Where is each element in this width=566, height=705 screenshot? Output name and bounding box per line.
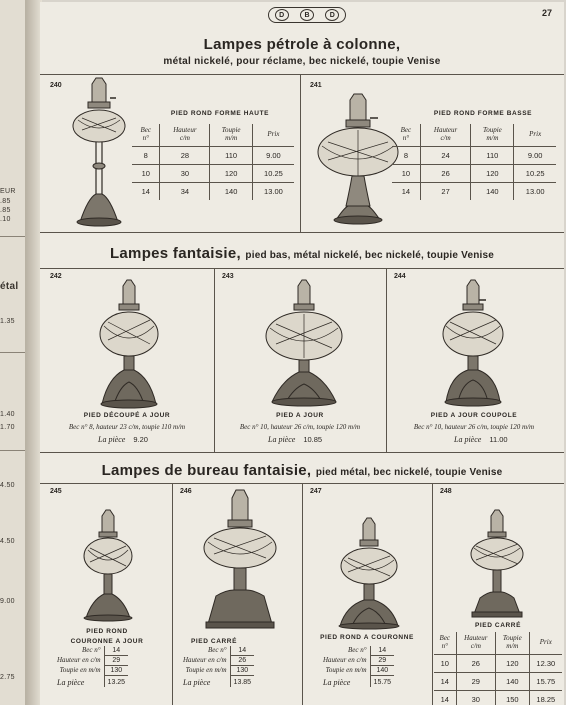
price-value: 10.85 <box>303 435 323 444</box>
left-fragment: .10 <box>0 216 11 223</box>
spec-label: Hauteur en c/m <box>183 656 227 664</box>
spec-label: Toupie en m/m <box>325 666 367 674</box>
spec-label: Bec n° <box>348 646 367 655</box>
item-price-line <box>454 435 508 444</box>
item-caption: PIED A JOUR COUPOLE <box>430 412 518 419</box>
header-cell: Toupie m/m <box>210 124 252 147</box>
spec-label: Toupie en m/m <box>185 666 227 674</box>
lamp-243-illustration <box>262 278 346 410</box>
table-cell: 150 <box>496 691 530 705</box>
item-caption: PIED ROND <box>86 628 128 635</box>
table-cell: 14 <box>434 691 456 705</box>
item-price-line <box>268 435 322 444</box>
header-cell: Hauteur c/m <box>456 632 495 655</box>
spec-value: 130 <box>230 666 254 676</box>
table-row <box>132 183 294 201</box>
left-fragment: 2.75 <box>0 674 15 681</box>
spec-value: 29 <box>370 656 394 666</box>
table-cell: 8 <box>132 147 160 165</box>
section2-subtitle: pied bas, métal nickelé, bec nickelé, toupie Venise <box>245 250 495 261</box>
item-number: 247 <box>310 488 322 495</box>
table-cell: 14 <box>434 673 456 691</box>
table-cell: 26 <box>456 655 495 673</box>
lamp-247-illustration <box>334 516 404 632</box>
left-fragment: 4.50 <box>0 538 15 545</box>
left-fragment: .85 <box>0 198 11 205</box>
catalog-page <box>40 2 564 705</box>
header-cell: Hauteur c/m <box>420 124 471 147</box>
header-cell: Toupie m/m <box>471 124 514 147</box>
section2-title-text: Lampes fantaisie, <box>109 245 241 262</box>
item-number: 246 <box>180 488 192 495</box>
section2-title <box>40 245 564 262</box>
divider <box>40 232 564 233</box>
table-cell: 110 <box>471 147 514 165</box>
table-cell: 24 <box>420 147 471 165</box>
left-fragment: étal <box>0 281 19 292</box>
item-number: 248 <box>440 488 452 495</box>
divider <box>214 268 215 452</box>
table-cell: 28 <box>160 147 210 165</box>
price-label: La pièce <box>268 435 296 444</box>
lamp-246-specs <box>180 646 254 687</box>
header-cell: Prix <box>529 130 542 138</box>
item-caption: PIED ROND FORME HAUTE <box>170 110 270 117</box>
price-label: La pièce <box>98 435 126 444</box>
section3-title-text: Lampes de bureau fantaisie, <box>101 462 312 479</box>
divider <box>432 483 433 705</box>
spec-label: Hauteur en c/m <box>57 656 101 664</box>
divider <box>40 268 564 269</box>
item-caption: PIED DÉCOUPÉ A JOUR <box>83 412 171 419</box>
table-cell: 120 <box>496 655 530 673</box>
price-value: 13.85 <box>230 676 254 688</box>
left-rule <box>0 450 26 451</box>
section1-title: Lampes pétrole à colonne, <box>203 36 401 53</box>
left-fragment: .85 <box>0 207 11 214</box>
logo-letter: D <box>275 9 289 21</box>
spec-label: Hauteur en c/m <box>323 656 367 664</box>
table-cell: 27 <box>420 183 471 201</box>
table-row <box>392 165 556 183</box>
table-cell: 14 <box>392 183 420 201</box>
spec-value: 14 <box>230 646 254 656</box>
table-cell: 13.00 <box>252 183 294 201</box>
section3-title <box>40 462 564 479</box>
item-spec: Bec n° 10, hauteur 26 c/m, toupie 120 m/m <box>413 423 535 431</box>
lamp-244-illustration <box>436 278 510 410</box>
table-cell: 8 <box>392 147 420 165</box>
left-fragment: 1.35 <box>0 318 15 325</box>
lamp-245-illustration <box>78 508 138 624</box>
price-label: La pièce <box>183 677 211 687</box>
spec-value: 140 <box>370 666 394 676</box>
item-number: 244 <box>394 273 406 280</box>
lamp-242-illustration <box>94 278 164 410</box>
table-cell: 9.00 <box>514 147 556 165</box>
table-cell: 26 <box>420 165 471 183</box>
left-rule <box>0 352 26 353</box>
spec-value: 26 <box>230 656 254 666</box>
spec-label: Bec n° <box>208 646 227 655</box>
lamp-248-illustration <box>464 508 530 620</box>
item-caption-2: COURONNE A JOUR <box>70 638 144 645</box>
table-row <box>392 183 556 201</box>
item-spec: Bec n° 10, hauteur 26 c/m, toupie 120 m/m <box>239 423 361 431</box>
lamp-241-table <box>392 124 556 200</box>
lamp-240-table <box>132 124 294 200</box>
lamp-240-illustration <box>58 74 140 230</box>
section3-subtitle: pied métal, bec nickelé, toupie Venise <box>315 467 503 478</box>
table-cell: 110 <box>210 147 252 165</box>
table-row <box>132 147 294 165</box>
table-cell: 140 <box>496 673 530 691</box>
item-caption: PIED ROND A COURONNE <box>320 634 414 641</box>
divider <box>386 268 387 452</box>
table-cell: 12.30 <box>529 655 562 673</box>
left-fragment: 4.50 <box>0 482 15 489</box>
logo-letter: D <box>325 9 339 21</box>
table-cell: 10 <box>132 165 160 183</box>
left-fragment: 1.70 <box>0 424 15 431</box>
table-cell: 10.25 <box>252 165 294 183</box>
header-cell: Bec n° <box>392 124 420 147</box>
item-spec: Bec n° 8, hauteur 23 c/m, toupie 110 m/m <box>68 423 186 431</box>
price-value: 13.25 <box>104 676 128 688</box>
header-cell: Hauteur c/m <box>160 124 210 147</box>
divider <box>300 74 301 232</box>
left-rule <box>0 236 26 237</box>
table-row <box>132 165 294 183</box>
left-fragment: 9.00 <box>0 598 15 605</box>
left-fragment: 1.40 <box>0 411 15 418</box>
item-caption: PIED CARRÉ <box>190 638 238 645</box>
item-price-line <box>98 435 148 444</box>
item-number: 243 <box>222 273 234 280</box>
divider <box>172 483 173 705</box>
table-row <box>434 655 562 673</box>
item-number: 240 <box>50 82 62 89</box>
divider <box>40 452 564 453</box>
table-cell: 120 <box>210 165 252 183</box>
price-value: 9.20 <box>133 435 148 444</box>
table-cell: 14 <box>132 183 160 201</box>
price-label: La pièce <box>323 677 351 687</box>
table-cell: 15.75 <box>529 673 562 691</box>
item-number: 241 <box>310 82 322 89</box>
spec-value: 14 <box>370 646 394 656</box>
left-fragment: EUR <box>0 188 16 195</box>
table-cell: 10.25 <box>514 165 556 183</box>
spec-value: 130 <box>104 666 128 676</box>
item-caption: PIED A JOUR <box>276 412 324 419</box>
table-cell: 10 <box>392 165 420 183</box>
header-cell: Prix <box>267 130 280 138</box>
spec-value: 14 <box>104 646 128 656</box>
lamp-248-table <box>434 632 562 705</box>
table-cell: 140 <box>210 183 252 201</box>
table-cell: 10 <box>434 655 456 673</box>
spec-label: Bec n° <box>82 646 101 655</box>
lamp-246-illustration <box>200 488 280 632</box>
table-cell: 30 <box>456 691 495 705</box>
table-cell: 120 <box>471 165 514 183</box>
page-number: 27 <box>541 8 552 18</box>
table-cell: 140 <box>471 183 514 201</box>
table-cell: 9.00 <box>252 147 294 165</box>
table-row <box>392 147 556 165</box>
lamp-245-specs <box>54 646 128 687</box>
table-cell: 34 <box>160 183 210 201</box>
item-number: 242 <box>50 273 62 280</box>
header-cell: Prix <box>539 638 552 646</box>
divider <box>302 483 303 705</box>
price-label: La pièce <box>454 435 482 444</box>
brand-logo <box>268 7 346 23</box>
table-row <box>434 691 562 705</box>
logo-letter: B <box>300 9 314 21</box>
spec-value: 29 <box>104 656 128 666</box>
header-cell: Bec n° <box>132 124 160 147</box>
item-number: 245 <box>50 488 62 495</box>
header-cell: Toupie m/m <box>496 632 530 655</box>
item-caption: PIED ROND FORME BASSE <box>433 110 533 117</box>
price-label: La pièce <box>57 677 85 687</box>
left-page-strip <box>0 0 26 705</box>
table-row <box>434 673 562 691</box>
lamp-247-specs <box>320 646 394 687</box>
header-cell: Bec n° <box>434 632 456 655</box>
table-cell: 30 <box>160 165 210 183</box>
spec-label: Toupie en m/m <box>59 666 101 674</box>
price-value: 11.00 <box>489 435 508 444</box>
table-cell: 13.00 <box>514 183 556 201</box>
item-caption: PIED CARRÉ <box>474 622 522 629</box>
table-cell: 18.25 <box>529 691 562 705</box>
table-cell: 29 <box>456 673 495 691</box>
section1-subtitle: métal nickelé, pour réclame, bec nickelé, toupie Venise <box>163 56 441 67</box>
price-value: 15.75 <box>370 676 394 688</box>
